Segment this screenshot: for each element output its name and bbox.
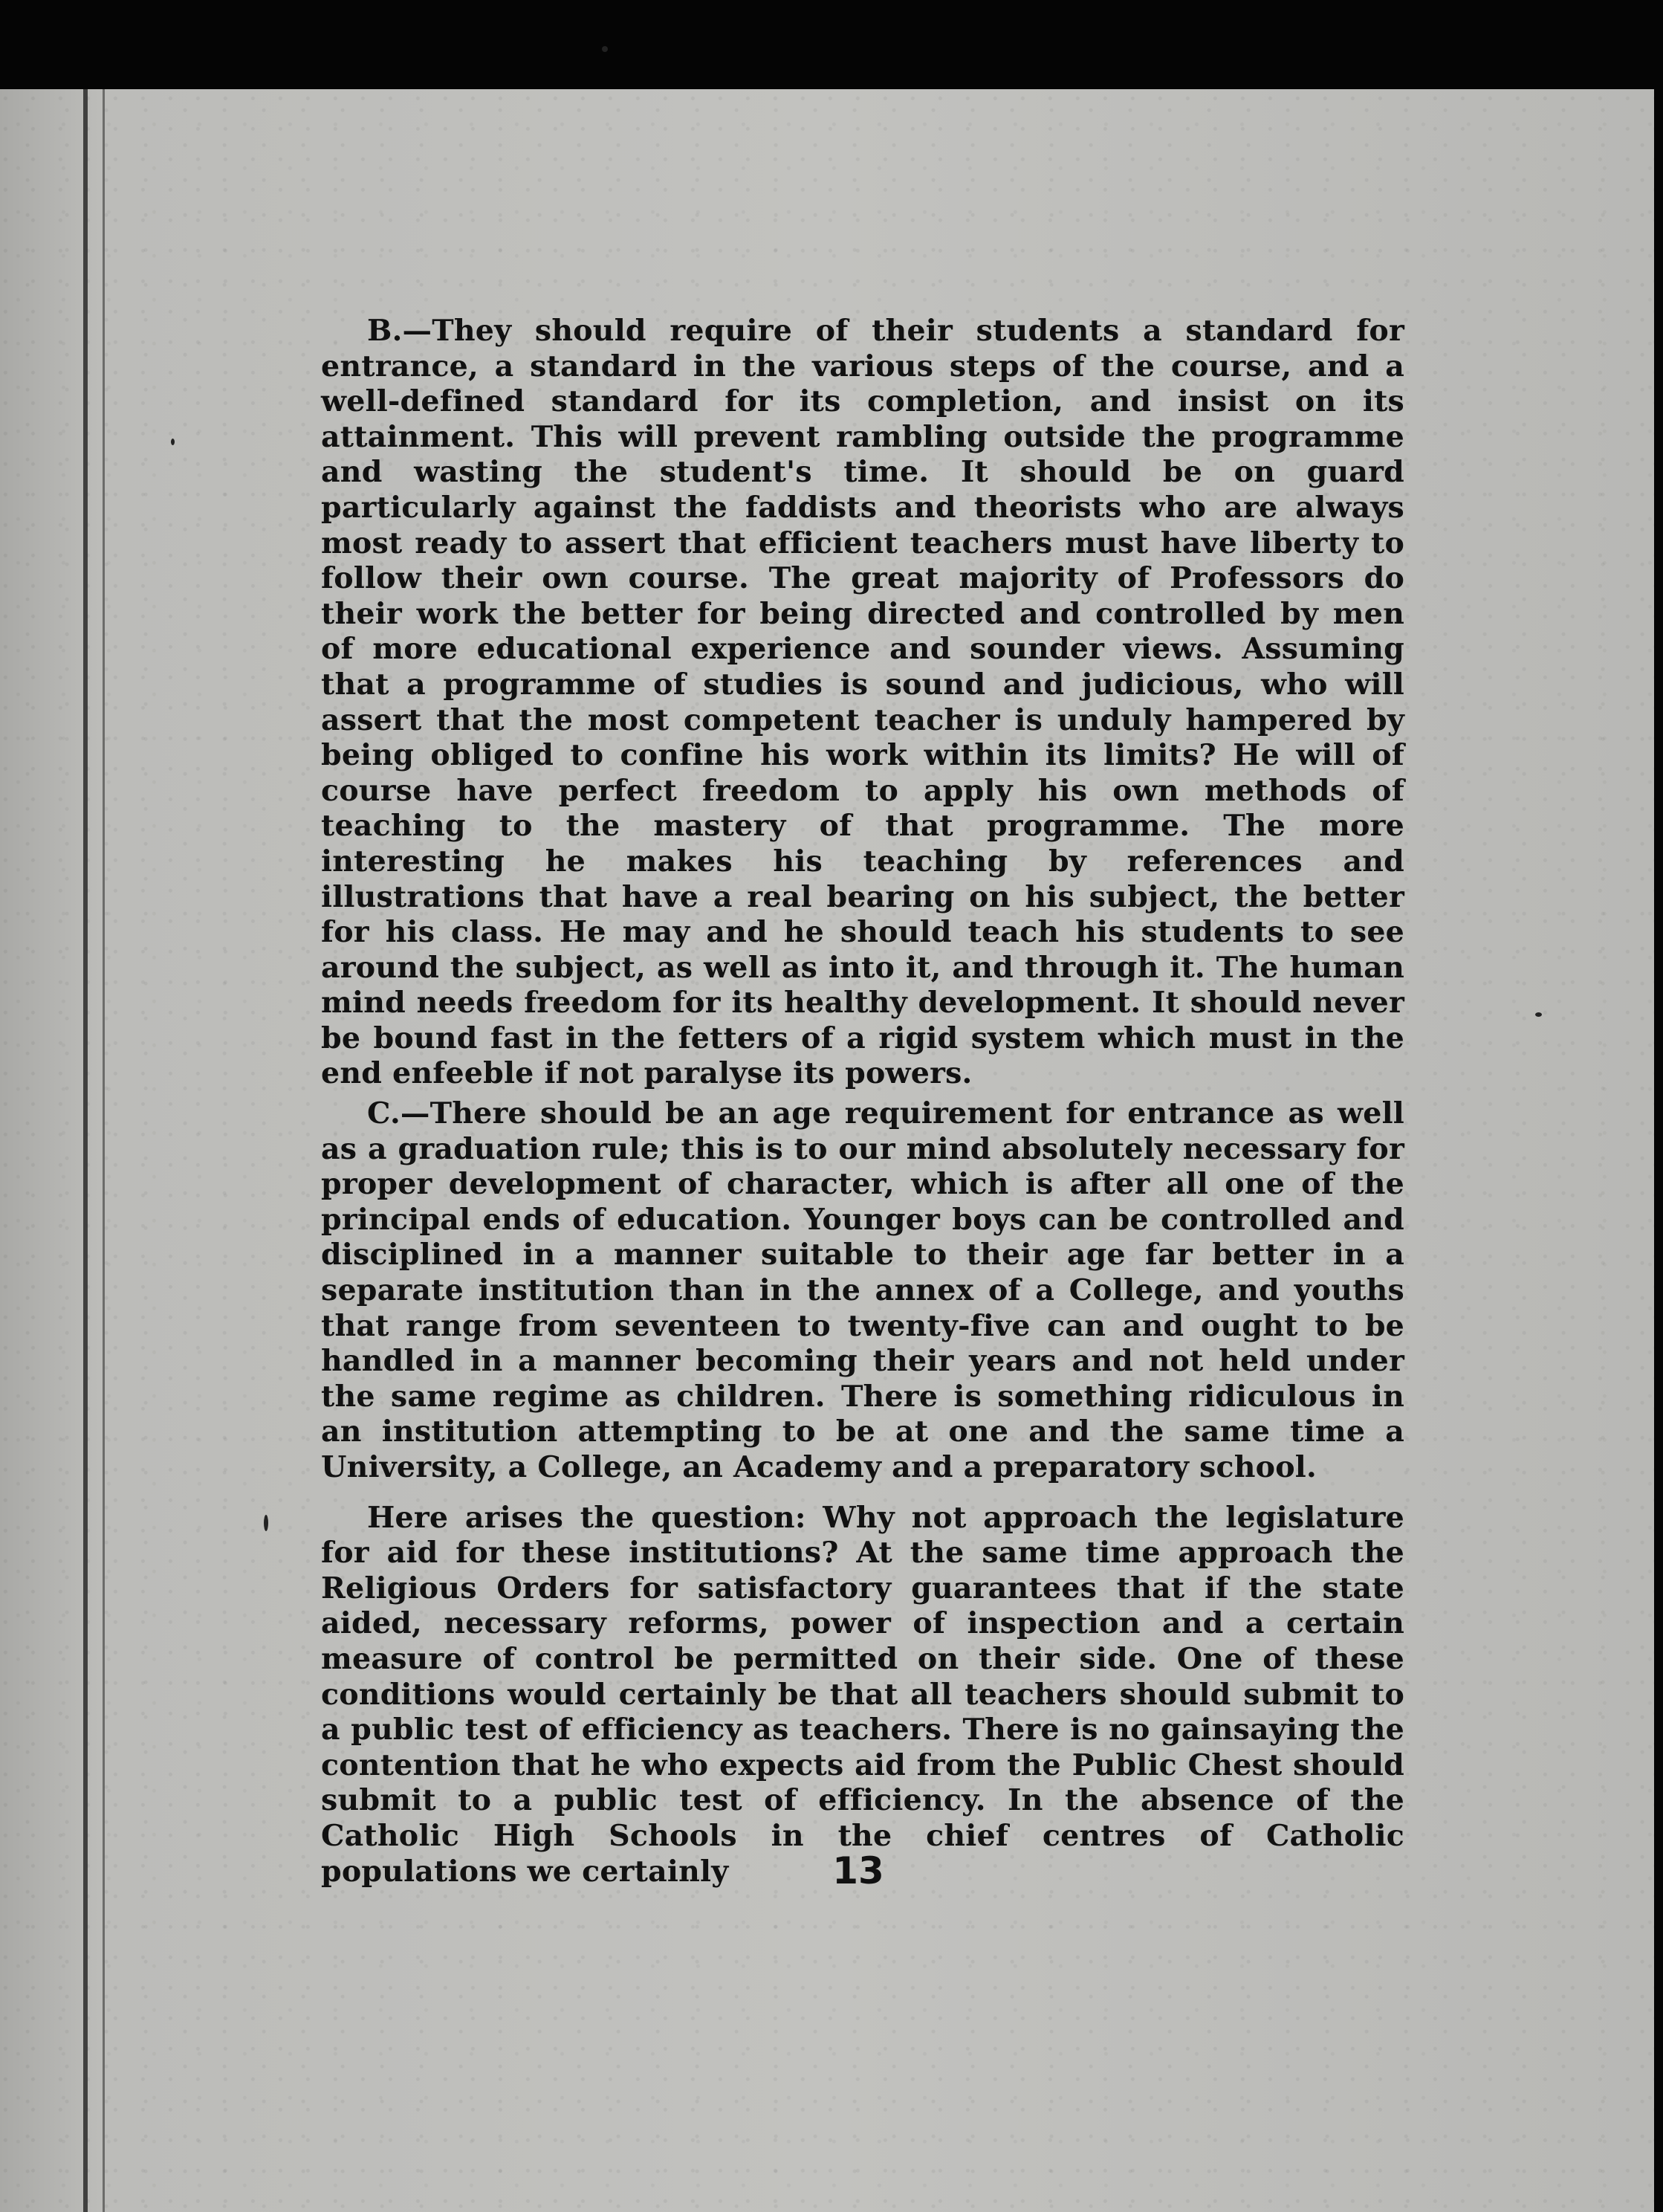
- scan-speck: [1535, 1012, 1542, 1017]
- paragraph-c: C.—There should be an age requirement for entrance as well as a graduation rule; this is to our mind absolutely necessary for proper development of character, which is after all one of the principal ends of education. Younger boys can be controlled and disciplined in a manner suitable to their age far better in a separate institution than in the annex of a College, and youths that range from seventeen to twenty-five can and ought to be handled in a manner becoming their years and not held under the same regime as children. There is something ridiculous in an institution attempting to be at one and the same time a University, a College, an Academy and a preparatory school.: [321, 1096, 1404, 1484]
- paragraph-question: Here arises the question: Why not approach the legislature for aid for these institutions? At the same time approach the Religious Orders for satisfactory guarantees that if the state aided, necessary reforms, power of inspection and a certain measure of control be permitted on their side. One of these conditions would certainly be that all teachers should submit to a public test of efficiency as teachers. There is no gainsaying the contention that he who expects aid from the Public Chest should submit to a public test of efficiency. In the absence of the Catholic High Schools in the chief centres of Catholic populations we certainly: [321, 1500, 1404, 1889]
- paragraph-b: B.—They should require of their students a standard for entrance, a standard in the various steps of the course, and a well-defined standard for its completion, and insist on its attainment. This will prevent rambling outside the programme and wasting the student's time. It should be on guard particularly against the faddists and theorists who are always most ready to assert that efficient teachers must have liberty to follow their own course. The great majority of Professors do their work the better for being directed and controlled by men of more educational experience and sounder views. Assuming that a programme of studies is sound and judicious, who will assert that the most competent teacher is unduly hampered by being obliged to confine his work within its limits? He will of course have perfect freedom to apply his own methods of teaching to the mastery of that programme. The more interesting he makes his teaching by references and illustrations that have a real bearing on his subject, the better for his class. He may and he should teach his students to see around the subject, as well as into it, and through it. The human mind needs freedom for its healthy development. It should never be bound fast in the fetters of a rigid system which must in the end enfeeble if not paralyse its powers.: [321, 314, 1404, 1091]
- scan-speck: [171, 439, 175, 445]
- page-number: 13: [832, 1849, 884, 1892]
- binding-edge-inner: [103, 89, 105, 2212]
- scan-speck: [264, 1515, 268, 1531]
- binding-edge: [83, 89, 88, 2212]
- scan-speck: [602, 46, 608, 52]
- body-text: [321, 314, 1404, 1889]
